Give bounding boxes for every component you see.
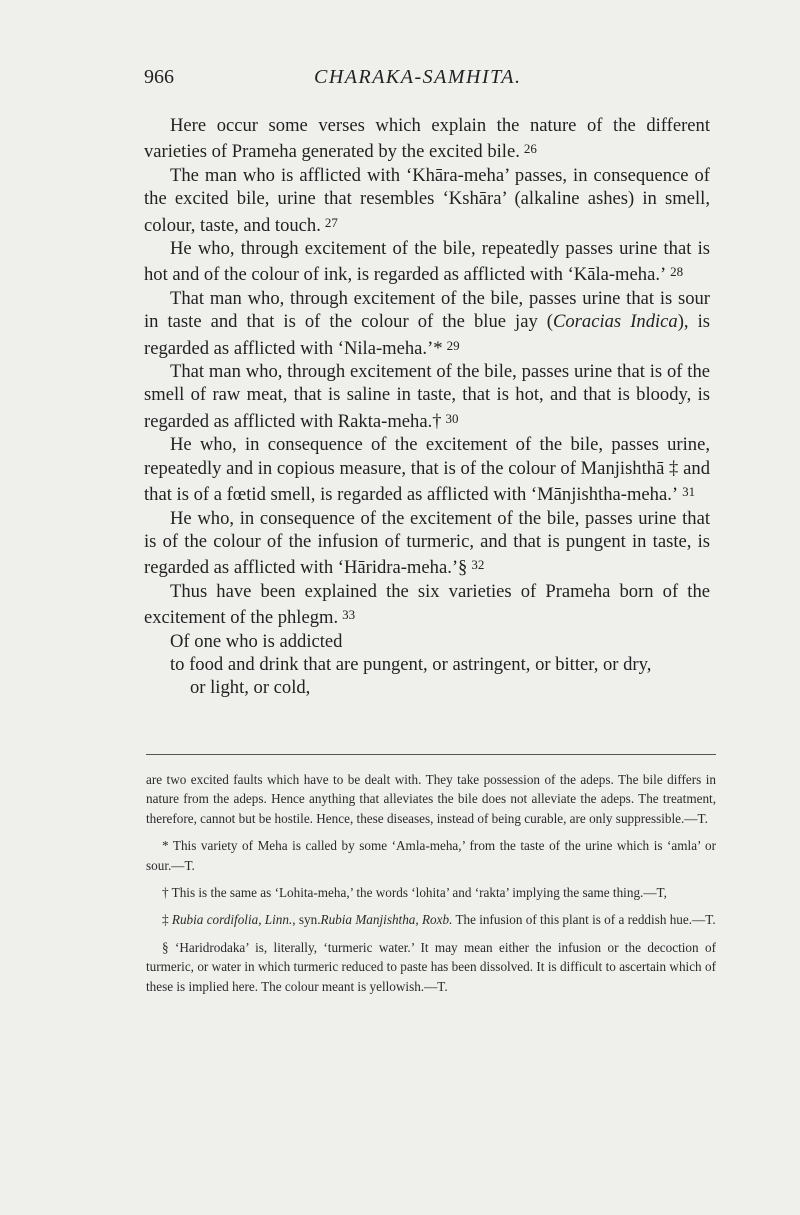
paragraph: Thus have been explained the six varieties of Prameha born of the excitement of the phlegm. $^{33}$ xyxy=(144,580,710,629)
verse-number: 26 xyxy=(523,141,537,157)
paragraph: Here occur some verses which explain the nature of the different varieties of Prameha generated by the excited bile. $^{26}$ xyxy=(144,115,710,163)
verse-line: or light, or cold, xyxy=(190,677,311,699)
footnote-continued: are two excited faults which have to be dealt with. They take possession of the adeps. The bile differs in nature from the adeps. Hence anything that alleviates the bile does not alleviate the adeps. The treatment, therefore, cannot but be hostile. Hence, these diseases, instead of being curable, are only suppressible.—T. xyxy=(146,772,716,826)
paragraph: The man who is afflicted with ‘Khāra-meha’ passes, in consequence of the excited bile, urine that resembles ‘Kshāra’ (alkaline ashes) in smell, colour, taste, and touch. $^{27}$ xyxy=(144,164,710,236)
paragraph: That man who, through excitement of the bile, passes urine that is sour in taste and that is of the colour of the blue jay (Coracias Indica), is regarded as afflicted with ‘Nila-meha.’* $^{29}$ xyxy=(144,287,711,359)
verse-number: 32 xyxy=(471,557,485,573)
page-header xyxy=(144,66,710,96)
species-name: Coracias Indica xyxy=(552,311,678,333)
footnote-section: § ‘Haridrodaka’ is, literally, ‘turmeric water.’ It may mean either the infusion or the decoction of turmeric, or water in which turmeric reduced to paste has been dissolved. It is difficult to ascertain which of these is implied here. The colour meant is yellowish.—T. xyxy=(146,939,716,994)
main-text xyxy=(144,114,710,700)
paragraph: That man who, through excitement of the bile, passes urine that is of the smell of raw meat, that is saline in taste, that is hot, and that is bloody, is regarded as afflicted with Rakta-meha.† $^{30}$ xyxy=(144,361,710,432)
paragraph: He who, in consequence of the excitement of the bile, passes urine that is of the colour of the infusion of turmeric, and that is pungent in taste, is regarded as afflicted with ‘Hāridra-meha.’§ $^{32}$ xyxy=(144,507,710,579)
verse-number: 29 xyxy=(446,337,460,353)
paragraph: He who, through excitement of the bile, repeatedly passes urine that is hot and of the colour of ink, is regarded as afflicted with ‘Kāla-meha.’ $^{28}$ xyxy=(144,238,710,286)
verse-number: 27 xyxy=(324,214,338,230)
footnote-double-dagger: ‡ Rubia cordifolia, Linn., syn.Rubia Manjishtha, Roxb. The infusion of this plant is of a reddish hue.—T. xyxy=(162,912,716,928)
footnote-dagger: † This is the same as ‘Lohita-meha,’ the words ‘lohita’ and ‘rakta’ implying the same thing.—T, xyxy=(162,885,667,901)
verse-number: 30 xyxy=(445,410,459,426)
footnote-divider xyxy=(146,754,716,755)
paragraph: He who, in consequence of the excitement of the bile, passes urine, repeatedly and in copious measure, that is of the colour of Manjishthā ‡ and that is of a fœtid smell, is regarded as afflicted with ‘Mānjishtha-meha.’ $^{31}$ xyxy=(144,434,710,506)
footnotes xyxy=(146,770,716,1004)
verse-number: 33 xyxy=(342,607,356,623)
verse-block xyxy=(144,630,710,700)
verse-line: Of one who is addicted xyxy=(170,630,343,652)
verse-number: 28 xyxy=(670,264,684,280)
running-title: CHARAKA-SAMHITA. xyxy=(314,66,522,88)
footnote-star: * This variety of Meha is called by some ‘Amla-meha,’ from the taste of the urine which is ‘amla’ or sour.—T. xyxy=(146,838,716,873)
page-number: 966 xyxy=(144,66,174,88)
verse-line: to food and drink that are pungent, or astringent, or bitter, or dry, xyxy=(170,653,652,675)
verse-number: 31 xyxy=(682,484,696,500)
